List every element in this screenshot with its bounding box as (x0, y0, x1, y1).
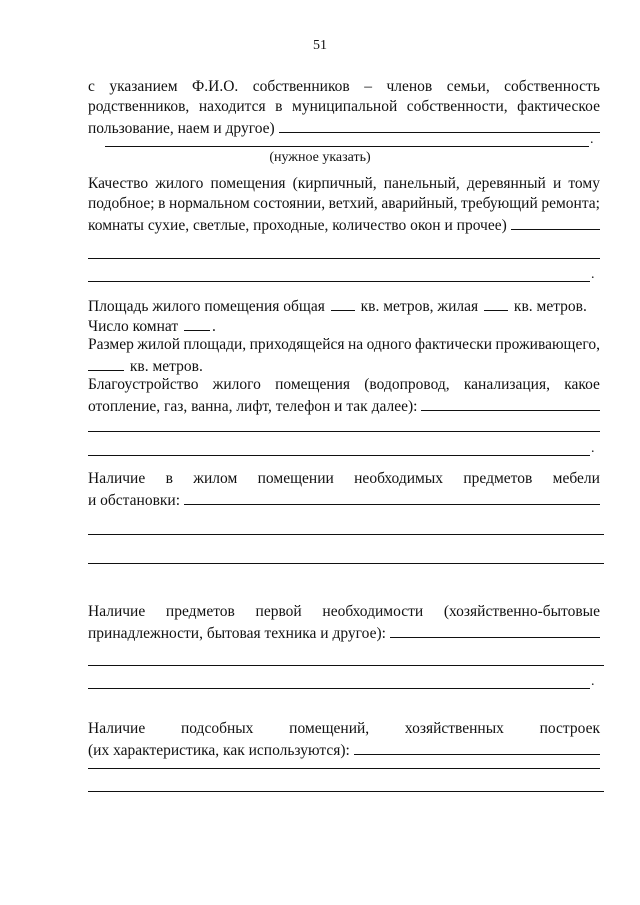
word: хозяйственных (404, 720, 504, 737)
word: построек (539, 720, 600, 737)
word: указанием (109, 78, 178, 95)
amenities-line-1 (88, 376, 600, 394)
furniture-blank-line-1[interactable] (88, 534, 604, 535)
ownership-hint: (нужное указать) (269, 150, 371, 165)
essentials-blank-line-1[interactable] (88, 665, 604, 666)
area-per-person-unit-line (88, 356, 600, 374)
furniture-blank[interactable] (184, 490, 600, 505)
word: родственников, (88, 98, 190, 115)
ownership-line-3 (88, 118, 600, 136)
quality-line-3 (88, 215, 600, 233)
word: тому (568, 175, 600, 192)
word: Ф.И.О. (192, 78, 239, 95)
word: требующий (461, 195, 538, 212)
word: собственников (252, 78, 350, 95)
word: подобное; (88, 195, 155, 212)
quality-line-3-text: комнаты сухие, светлые, проходные, количество окон и прочее) (88, 217, 507, 234)
word: приходящейся (249, 336, 345, 353)
furniture-line-1 (88, 470, 600, 488)
ownership-line-2 (88, 98, 600, 116)
area-rooms-blank[interactable] (184, 316, 210, 331)
word: находится (198, 98, 266, 115)
amenities-line-2-text: отопление, газ, ванна, лифт, телефон и так далее): (88, 398, 418, 415)
word: состоянии, (253, 195, 326, 212)
word: (водопровод, (364, 376, 450, 393)
word: мебели (552, 470, 600, 487)
word: помещения (275, 376, 351, 393)
word: первой (255, 603, 302, 620)
essentials-line-1 (88, 603, 600, 621)
page-number: 51 (313, 38, 327, 53)
area-per-person-line (88, 336, 600, 354)
outbuildings-blank-line-1[interactable] (88, 768, 600, 769)
word: жилой (137, 336, 181, 353)
word: фактически (415, 336, 493, 353)
word: проживающего, (495, 336, 600, 353)
word: Наличие (88, 470, 146, 487)
amenities-blank-line-1[interactable] (88, 431, 600, 432)
word: необходимости (322, 603, 424, 620)
word: предметов (463, 470, 533, 487)
area-general-blank[interactable] (331, 296, 355, 311)
word: (хозяйственно-бытовые (443, 603, 600, 620)
essentials-blank-line-2[interactable] (88, 688, 590, 689)
word: членов (386, 78, 433, 95)
furniture-line-2 (88, 490, 600, 508)
furniture-blank-line-2[interactable] (88, 563, 604, 564)
word: аварийный, (381, 195, 458, 212)
word: жилого (212, 376, 261, 393)
word: канализация, (463, 376, 550, 393)
word: на (347, 336, 364, 353)
outbuildings-line-1 (88, 720, 600, 738)
outbuildings-blank[interactable] (354, 740, 600, 755)
area-per-person-blank[interactable] (88, 356, 124, 371)
word: предметов (165, 603, 235, 620)
word: собственность (504, 78, 600, 95)
quality-blank-line-2[interactable] (88, 281, 590, 282)
word: собственности, (406, 98, 508, 115)
word: помещении (257, 470, 334, 487)
word: панельный, (383, 175, 460, 192)
amenities-blank-line-2[interactable] (88, 455, 590, 456)
essentials-line-2 (88, 623, 600, 641)
word: Наличие (88, 603, 146, 620)
word: ремонта; (541, 195, 600, 212)
word: жилого (155, 175, 204, 192)
word: Наличие (88, 720, 146, 737)
area-per-person-unit: кв. метров. (129, 358, 203, 375)
word: необходимых (354, 470, 443, 487)
word: одного (366, 336, 412, 353)
quality-blank[interactable] (511, 215, 600, 230)
area-living-unit: кв. метров. (513, 298, 587, 315)
word: Благоустройство (88, 376, 199, 393)
quality-period: . (591, 267, 595, 282)
word: – (364, 78, 372, 95)
amenities-line-2 (88, 396, 600, 414)
word: помещения (210, 175, 286, 192)
word: семьи, (446, 78, 490, 95)
area-rooms-prefix: Число комнат (88, 318, 179, 335)
ownership-blank-line[interactable] (105, 146, 589, 147)
furniture-line-2-text: и обстановки: (88, 492, 181, 509)
amenities-blank[interactable] (421, 396, 600, 411)
quality-blank-line-1[interactable] (88, 258, 600, 259)
essentials-blank[interactable] (390, 623, 600, 638)
word: подсобных (180, 720, 254, 737)
area-living-blank[interactable] (484, 296, 508, 311)
ownership-line-1 (88, 78, 600, 96)
word: Размер (88, 336, 134, 353)
word: какое (564, 376, 600, 393)
area-rooms-suffix: . (212, 318, 216, 335)
word: площади, (183, 336, 247, 353)
amenities-period: . (591, 441, 595, 456)
area-general-line (88, 296, 600, 314)
word: муниципальной (292, 98, 398, 115)
area-rooms-line (88, 316, 600, 334)
word: нормальном (169, 195, 250, 212)
ownership-line-3-text: пользование, наем и другое) (88, 120, 275, 137)
essentials-line-2-text: принадлежности, бытовая техника и другое): (88, 625, 386, 642)
word: ветхий, (328, 195, 378, 212)
word: в (158, 195, 166, 212)
word: помещений, (289, 720, 370, 737)
word: деревянный (466, 175, 546, 192)
outbuildings-line-2-text: (их характеристика, как используются): (88, 742, 350, 759)
ownership-period: . (590, 132, 594, 147)
word: в (165, 470, 173, 487)
word: жилом (193, 470, 238, 487)
area-general-prefix: Площадь жилого помещения общая (88, 298, 325, 315)
word: Качество (88, 175, 149, 192)
area-general-unit: кв. метров, жилая (360, 298, 479, 315)
outbuildings-line-2 (88, 740, 600, 758)
quality-line-2 (88, 195, 600, 213)
word: фактическое (517, 98, 600, 115)
quality-line-1 (88, 175, 600, 193)
word: (кирпичный, (292, 175, 377, 192)
word: в (275, 98, 283, 115)
essentials-period: . (591, 674, 595, 689)
word: с (88, 78, 95, 95)
ownership-blank[interactable] (279, 118, 600, 133)
word: и (552, 175, 562, 192)
outbuildings-blank-line-2[interactable] (88, 791, 604, 792)
